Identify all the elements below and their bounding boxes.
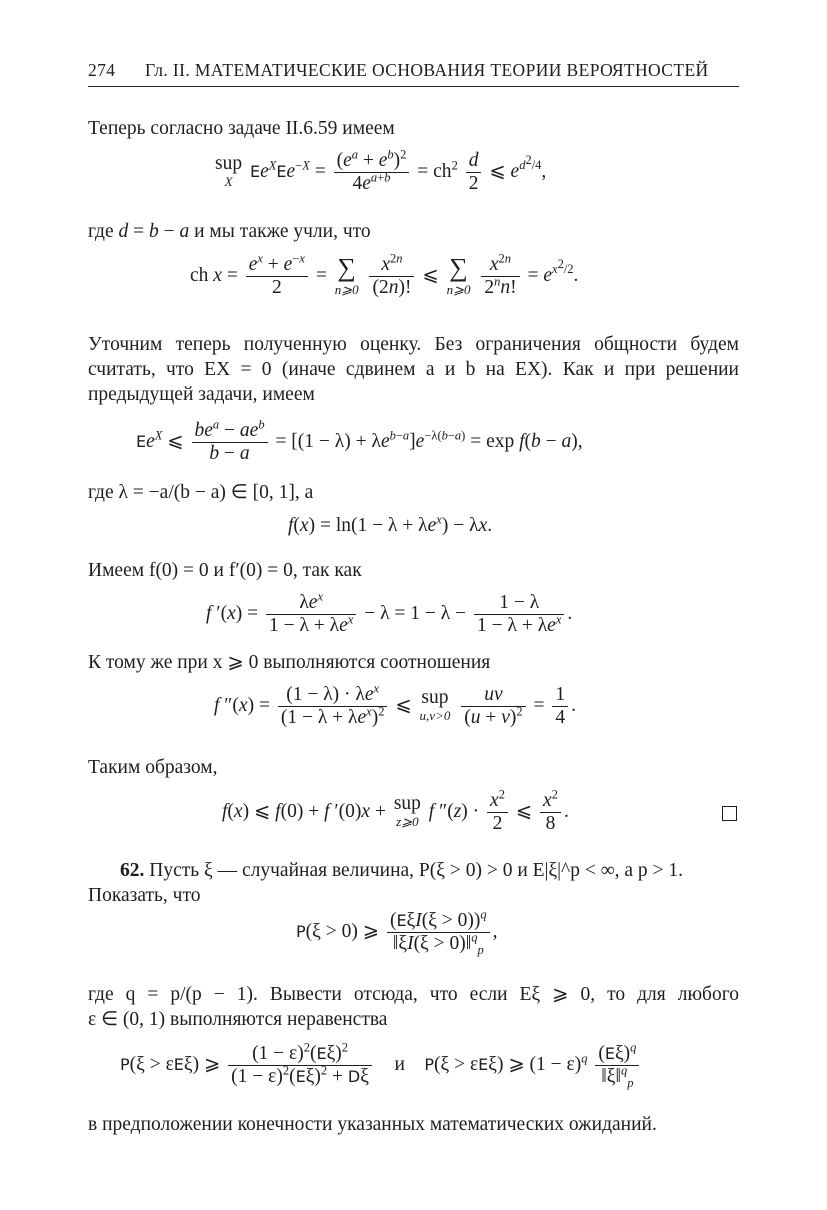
problem-number: 62. [120, 860, 145, 881]
paragraph-3-line-3: предыдущей задачи, имеем [88, 384, 315, 405]
paragraph-2-start: где [88, 221, 114, 242]
paragraph-8-line-1: где q = p/(p − 1). Вывести отсюда, что если Eξ ⩾ 0, то для любого [88, 984, 739, 1005]
formula-taylor: f(x) ⩽ f(0) + f ′(0)x + sup z⩾0 f ″(z) · $\frac{x^2}{2}$ ⩽ $\frac{x^2}{8}$ . [222, 787, 569, 834]
page-number: 274 [88, 60, 116, 80]
paragraph-6: К тому же при x ⩾ 0 выполняются соотношения [88, 652, 491, 673]
paragraph-4: где λ = −a/(b − a) ∈ [0, 1], а [88, 482, 314, 503]
qed-symbol [722, 806, 737, 821]
formula-exp-bound: $Ee^X$ ⩽ $\frac{be^a - ae^b}{b - a}$ = $[(1 - \lambda) + \lambda e^{b-a}]e^{-\lambda(b-a)} = \exp f(b - a)$, [136, 417, 583, 464]
formula-f-prime: f ′(x) = $\frac{\lambda e^x}{1 - \lambda + \lambda e^x}$ − λ = 1 − λ − $\frac{1 - \lambda}{1 - \lambda + \lambda e^x}$ . [206, 589, 573, 636]
running-title: Гл. II. МАТЕМАТИЧЕСКИЕ ОСНОВАНИЯ ТЕОРИИ ВЕРОЯТНОСТЕЙ [145, 60, 709, 80]
paragraph-2: где d = b − a и мы также учли, что [88, 221, 371, 242]
formula-inequalities: P(ξ > εEξ) ⩾ $\frac{(1 - \varepsilon)^2(E\xi)^2}{(1 - \varepsilon)^2(E\xi)^2 + D\xi}$ и P(ξ > εEξ) ⩾ $(1 - \varepsilon)^q$ $\frac{(E\xi)^q}{‖\xi‖^q_p}$ [120, 1043, 642, 1088]
paragraph-1: Теперь согласно задаче II.6.59 имеем [88, 118, 395, 139]
paragraph-3-line-1: Уточним теперь полученную оценку. Без ограничения общности будем [88, 334, 739, 355]
problem-62-line-2: Показать, что [88, 885, 201, 906]
formula-f-def: $f(x) = \ln(1 - \lambda + \lambda e^x) - \lambda x$. [288, 512, 493, 536]
paragraph-3-line-2: считать, что EX = 0 (иначе сдвинем a и b на EX). Как и при решении [88, 359, 739, 380]
paragraph-5: Имеем f(0) = 0 и f′(0) = 0, так как [88, 560, 362, 581]
conjunction-and: и [394, 1053, 405, 1075]
problem-statement: Пусть ξ — случайная величина, P(ξ > 0) > 0 и E|ξ|^p < ∞, а p > 1. [149, 860, 684, 881]
paragraph-7: Таким образом, [88, 757, 218, 778]
formula-paley: P(ξ > 0) ⩾ $\frac{(E\xi I(\xi > 0))^q}{‖\xi I(\xi > 0)‖^q_p}$ , [296, 907, 498, 957]
formula-ch: ch x = $\frac{e^x + e^{-x}}{2}$ = ∑ n⩾0 $\frac{x^{2n}}{(2n)!}$ ⩽ ∑ n⩾0 $\frac{x^{2n}}{2^nn!}$ = $e^{x^2/2}$. [190, 251, 579, 298]
problem-62-line-1 [120, 858, 683, 883]
formula-f-second: f ″(x) = $\frac{(1 - \lambda) \cdot \lambda e^x}{(1 - \lambda + \lambda e^x)^2}$ ⩽ sup u,v>0 $\frac{uv}{(u + v)^2}$ = $\frac{1}{4}$ . [214, 681, 577, 728]
paragraph-2-end: и мы также учли, что [194, 221, 371, 242]
formula-sup-exp: sup X $Ee^XEe^{-X}$ = $\frac{(e^a + e^b)^2}{4e^{a+b}}$ = $ch^2$ $\frac{d}{2}$ ⩽ $e^{d^2/4}$, [215, 147, 547, 194]
paragraph-9: в предположении конечности указанных математических ожиданий. [88, 1114, 657, 1135]
paragraph-8-line-2: ε ∈ (0, 1) выполняются неравенства [88, 1009, 388, 1030]
header-rule [88, 86, 739, 87]
